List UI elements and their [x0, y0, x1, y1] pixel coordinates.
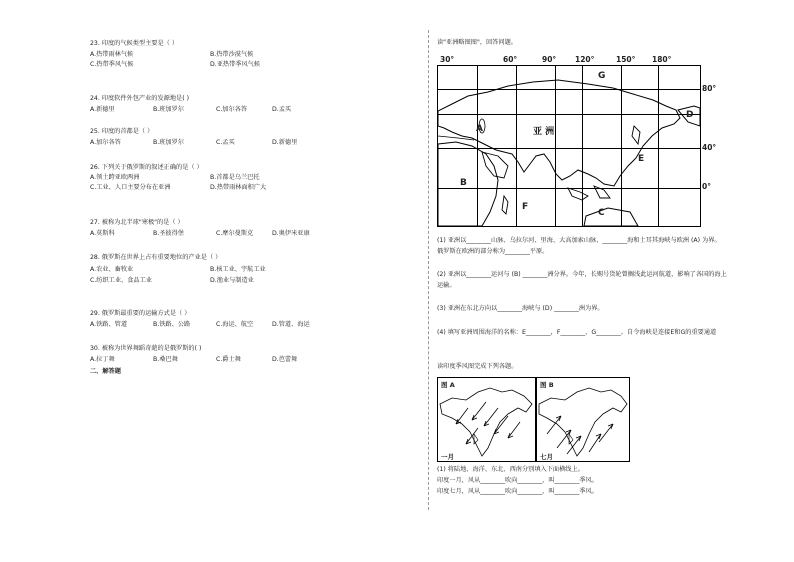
map-intro: 读"亚洲略图图"，回答问题。	[437, 39, 517, 46]
question-2-continued: 运输。	[437, 282, 456, 289]
lon-label: 30°	[440, 55, 455, 64]
lon-label: 60°	[503, 55, 518, 64]
map-label-a: A	[476, 124, 483, 134]
lon-label: 120°	[575, 55, 595, 64]
question-1-continued: 俄罗斯在欧洲的部分称为________平原。	[437, 248, 549, 255]
july-label: 七月	[540, 453, 553, 461]
figure-b-label: 图 B	[540, 381, 554, 389]
option-a: A.领土跨亚欧两洲	[90, 174, 140, 181]
option-a: A.加尔各答	[90, 139, 121, 146]
option-c: C.加尔各答	[216, 106, 248, 113]
option-d: D.管道、海运	[272, 321, 310, 328]
india-outline	[438, 378, 535, 461]
option-d: D.奥伊米亚康	[272, 230, 310, 237]
option-b: B.铁路、公路	[153, 321, 191, 328]
lon-label: 150°	[616, 55, 636, 64]
option-c: C.孟买	[216, 139, 235, 146]
question-5: (1) 将陆地、海洋、东北、西南分别填入下面横线上。	[437, 466, 584, 473]
grid-line	[438, 148, 700, 149]
grid-line	[477, 66, 478, 226]
option-c: C.纺织工业、食品工业	[90, 277, 152, 284]
map-label-f: F	[522, 202, 529, 212]
option-c: C.海运、航空	[216, 321, 254, 328]
grid-line	[438, 188, 700, 189]
january-label: 一月	[441, 453, 454, 461]
question-4: (4) 填写亚洲周围海洋的名称：E________，F________，G________。自令海峡是连接E和G的重要通道	[437, 329, 717, 336]
figure-a-label: 图 A	[441, 381, 455, 389]
question-stem: 27. 被称为北半球"寒极"的是（ ）	[90, 219, 184, 226]
option-b: B.首都是乌兰巴托	[210, 174, 260, 181]
question-5-july: 印度七月，风从________吹向________，叫________季风。	[437, 488, 598, 495]
grid-line	[582, 66, 583, 226]
option-c: C.工业、人口主要分布在亚洲	[90, 184, 171, 191]
grid-line	[621, 66, 622, 226]
monsoon-map-january	[437, 377, 536, 462]
question-1: (1) 亚洲以________山脉、乌拉尔河、里海、大高加索山脉、________海和土耳其海峡与欧洲 (A) 为界。	[437, 237, 721, 244]
option-b: B.班加罗尔	[153, 106, 184, 113]
option-b: B.桑巴舞	[153, 356, 178, 363]
option-b: B.核工业、宇航工业	[210, 266, 266, 273]
option-d: D.亚热带季风气候	[210, 61, 261, 68]
lat-label: 0°	[702, 182, 711, 191]
option-a: A.热带雨林气候	[90, 51, 134, 58]
section-heading: 二、解答题	[90, 368, 121, 375]
option-d: D.渔业与制造业	[210, 277, 254, 284]
option-c: C.摩尔曼斯克	[216, 230, 254, 237]
map-label-g: G	[598, 71, 606, 81]
option-d: D.孟买	[272, 106, 292, 113]
map-label-e: E	[638, 154, 645, 164]
option-a: A.农业、畜牧业	[90, 266, 134, 273]
option-a: A.新德里	[90, 106, 115, 113]
option-a: A.拉丁舞	[90, 356, 115, 363]
question-stem: 30. 被称为世界舞蹈奇葩的是俄罗斯的( )	[90, 345, 202, 352]
map-label-c: C	[598, 208, 605, 218]
monsoon-map-july	[536, 377, 630, 462]
monsoon-intro: 读印度季风图完成下列各题。	[437, 363, 518, 370]
map-label-asia: 亚 洲	[533, 127, 555, 137]
grid-line	[438, 114, 700, 115]
question-3: (3) 亚洲在东北方向以________海峡与 (D) ________洲为界。	[437, 305, 604, 312]
column-divider	[428, 30, 429, 510]
lat-label: 40°	[702, 143, 717, 152]
question-stem: 29. 俄罗斯最重要的运输方式是（ ）	[90, 310, 191, 317]
question-stem: 26. 下列关于俄罗斯的叙述正确的是（ ）	[90, 164, 203, 171]
lon-label: 180°	[652, 55, 672, 64]
option-b: B.班加罗尔	[153, 139, 184, 146]
question-stem: 28. 俄罗斯在世界上占有重要地位的产业是（ ）	[90, 254, 222, 261]
question-2: (2) 亚洲以________运河与 (B) ________洲分界。今年，长赐号货轮曾搁浅此运河航道，影响了各国的海上	[437, 271, 727, 278]
asia-map	[437, 65, 701, 227]
grid-line	[438, 89, 700, 90]
map-label-d: D	[686, 110, 694, 120]
question-stem: 24. 印度软件外包产业的发源地是( )	[90, 95, 190, 102]
option-a: A.莫斯科	[90, 230, 115, 237]
option-b: B.圣彼得堡	[153, 230, 184, 237]
option-d: D.热带雨林面积广大	[210, 184, 267, 191]
grid-line	[555, 66, 556, 226]
option-b: B.热带沙漠气候	[210, 51, 254, 58]
question-stem: 25. 印度的首都是（ ）	[90, 128, 154, 135]
option-d: D.新德里	[272, 139, 298, 146]
lat-label: 80°	[702, 84, 717, 93]
grid-line	[658, 66, 659, 226]
india-outline	[537, 378, 629, 461]
lon-label: 90°	[542, 55, 557, 64]
question-stem: 23. 印度的气候类型主要是（ ）	[90, 40, 179, 47]
option-c: C.爵士舞	[216, 356, 241, 363]
option-d: D.芭蕾舞	[272, 356, 298, 363]
question-5-january: 印度一月，风从________吹向________，叫________季风。	[437, 477, 598, 484]
option-c: C.热带季风气候	[90, 61, 134, 68]
grid-line	[516, 66, 517, 226]
map-label-b: B	[460, 178, 467, 188]
option-a: A.铁路、管道	[90, 321, 128, 328]
